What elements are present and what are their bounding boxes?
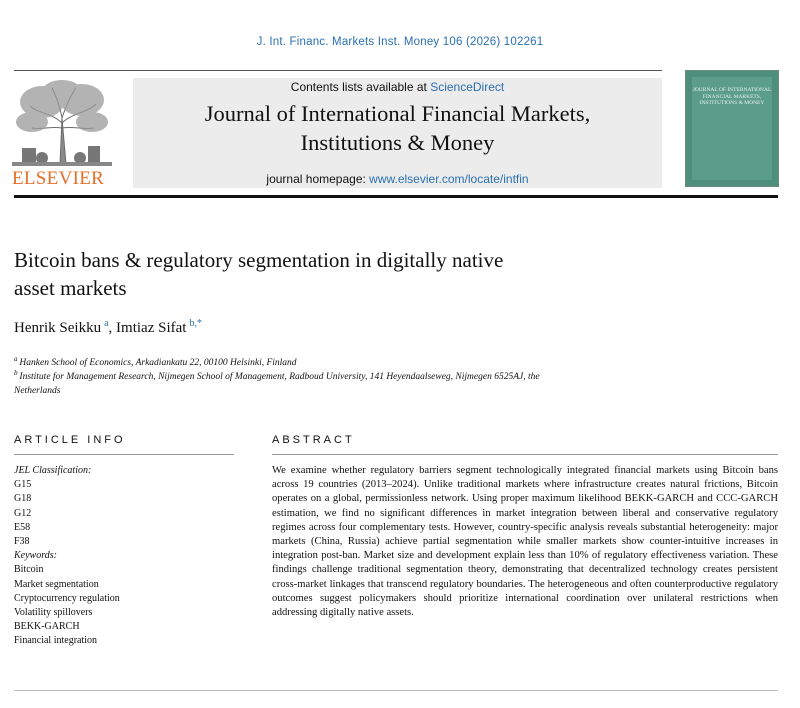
affiliation-b-text: Institute for Management Research, Nijmegen School of Management, Radboud University, 141 Heyendaalseweg, Nijmegen 6525AJ, the [19, 372, 540, 383]
affiliation-a-marker: a [14, 355, 18, 363]
article-info [14, 464, 234, 649]
jel-code: G12 [14, 507, 32, 519]
journal-cover[interactable] [685, 70, 779, 187]
keyword: BEKK-GARCH [14, 621, 80, 633]
author-name[interactable]: Henrik Seikku [14, 320, 102, 336]
article-info-rule [14, 454, 234, 455]
affiliation-a-text: Hanken School of Economics, Arkadiankatu 22, 00100 Helsinki, Finland [19, 358, 297, 369]
sciencedirect-link[interactable]: ScienceDirect [430, 80, 505, 94]
contents-prefix: Contents lists available at [290, 80, 431, 94]
article-title [14, 246, 634, 302]
journal-title-line2: Institutions & Money [300, 130, 495, 155]
header-divider [14, 70, 662, 71]
affiliation-marker[interactable]: a [104, 318, 109, 329]
journal-title-line1: Journal of International Financial Markets, [204, 101, 591, 126]
jel-code: G15 [14, 479, 32, 491]
keyword: Financial integration [14, 635, 98, 647]
affiliation-b [14, 366, 634, 398]
author-name[interactable]: Imtiaz Sifat [116, 320, 187, 336]
jel-code: G18 [14, 493, 32, 505]
affiliation-b-marker: b [14, 369, 18, 377]
article-title-line1: Bitcoin bans & regulatory segmentation in digitally native [14, 248, 504, 272]
masthead-rule [14, 195, 778, 198]
jel-code: F38 [14, 536, 30, 548]
journal-title [133, 99, 662, 157]
homepage-link[interactable]: www.elsevier.com/locate/intfin [369, 172, 529, 186]
jel-label: JEL Classification: [14, 465, 92, 476]
affiliation-marker[interactable]: b,* [189, 318, 202, 329]
abstract-text: We examine whether regulatory barriers segment technologically integrated financial markets using Bitcoin bans across 19 countries (2013–2024). Unlike traditional markets where infrastructure creates natural frictions, Bitcoin operates on a global, permissionless network. Using proper maximum likelihood BEKK-GARCH and CCC-GARCH estimation, we find no significant differences in market integration between liberal and conservative regulatory regimes across four complementary tests. However, country-specific analysis reveals substantial heterogeneity: major markets (China, Russia) achieve partial segmentation while smaller markets show counter-intuitive increases in integration post-ban. Market size and development explain less than 10% of regulatory effectiveness variation. These findings challenge traditional segmentation theory, demonstrating that decentralized technology creates persistent cross-market linkages that transcend regulatory boundaries. The heterogeneous and often counterproductive regulatory outcomes suggest policymakers should prioritize international coordination over unilateral restrictions when addressing digitally native assets. [272, 465, 778, 619]
keyword: Market segmentation [14, 578, 99, 590]
affiliation-b-text-cont: Netherlands [14, 386, 61, 397]
keyword: Bitcoin [14, 564, 44, 576]
abstract-heading: ABSTRACT [272, 434, 355, 446]
keyword: Volatility spillovers [14, 607, 93, 619]
article-info-heading: ARTICLE INFO [14, 434, 126, 446]
keywords-label: Keywords: [14, 550, 57, 562]
journal-reference[interactable]: J. Int. Financ. Markets Inst. Money 106 (2026) 102261 [256, 36, 544, 48]
author-list [14, 318, 202, 337]
author-separator: , [108, 320, 117, 336]
abstract-rule [272, 454, 778, 455]
publisher-wordmark[interactable]: ELSEVIER [12, 168, 105, 189]
article-title-line2: asset markets [14, 276, 127, 300]
contents-line [133, 80, 662, 94]
jel-code: E58 [14, 521, 31, 533]
homepage-prefix: journal homepage: [266, 172, 370, 186]
cover-title: JOURNAL OF INTERNATIONAL FINANCIAL MARKETS, INSTITUTIONS & MONEY [692, 87, 772, 106]
footer-rule [14, 690, 778, 691]
homepage-line [133, 172, 662, 186]
keyword: Cryptocurrency regulation [14, 592, 120, 604]
